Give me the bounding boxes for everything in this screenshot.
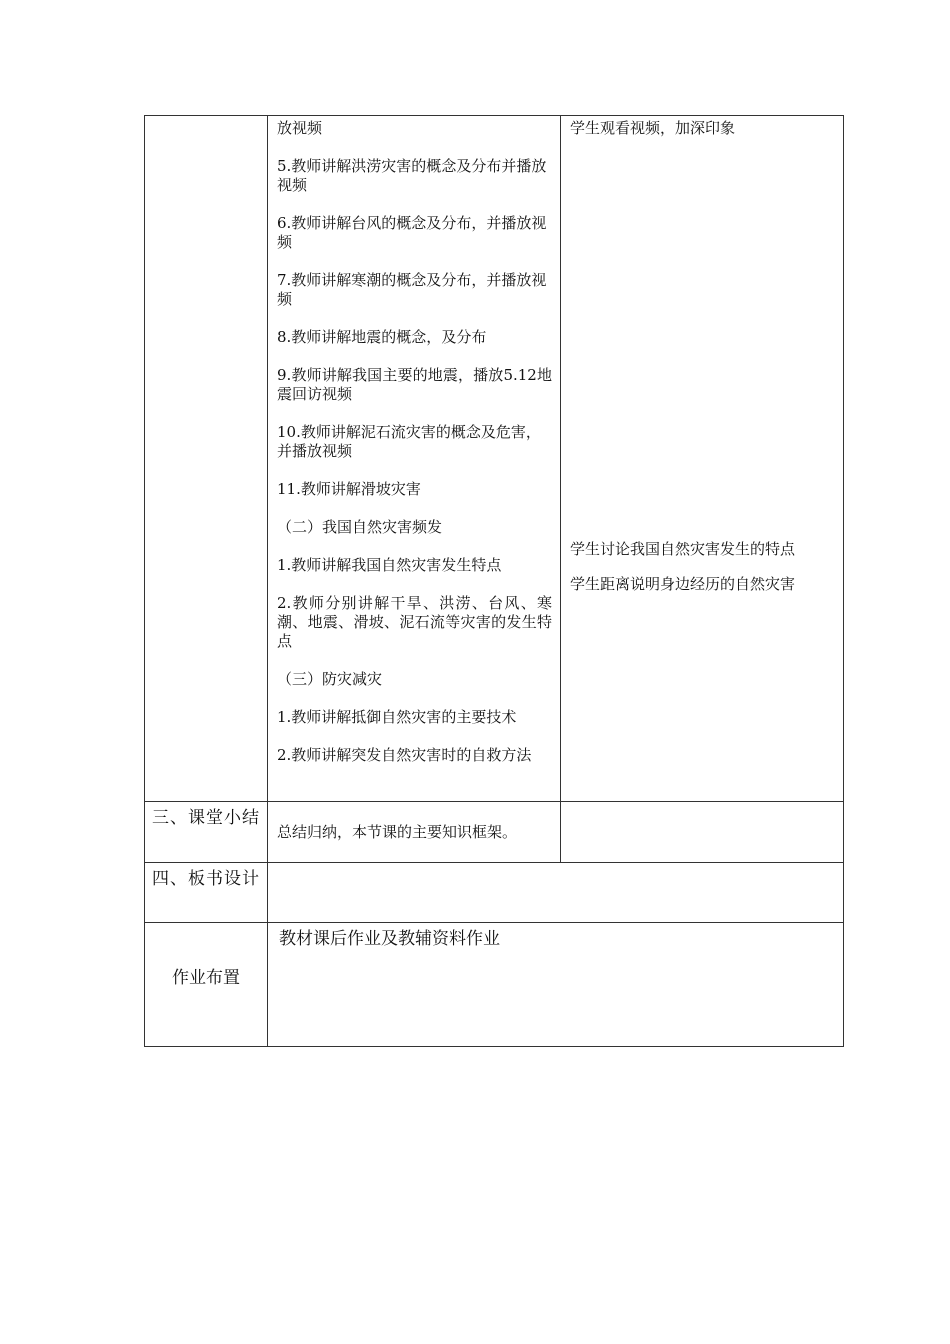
homework-row [145,923,844,1047]
stage-label: 四、板书设计 [152,869,260,889]
teacher-step: 1.教师讲解我国自然灾害发生特点 [277,556,502,574]
stage-label: 三、课堂小结 [152,808,260,828]
teacher-step: 2.教师分别讲解干旱、洪涝、台风、寒潮、地震、滑坡、泥石流等灾害的发生特点 [277,594,552,650]
summary-student-cell [561,802,844,863]
homework-text: 教材课后作业及教辅资料作业 [279,929,500,949]
teacher-step: 2.教师讲解突发自然灾害时的自救方法 [277,746,532,764]
stage-label-cell [145,802,268,863]
teacher-step: 10.教师讲解泥石流灾害的概念及危害，并播放视频 [277,423,541,460]
stage-cell-empty [145,116,268,802]
teacher-step: 1.教师讲解抵御自然灾害的主要技术 [277,708,517,726]
student-activity-cell [561,116,844,802]
stage-label-cell [145,863,268,923]
student-activity: 学生观看视频，加深印象 [570,119,736,137]
summary-row [145,802,844,863]
teacher-step: 8.教师讲解地震的概念，及分布 [277,328,487,346]
teacher-step: 9.教师讲解我国主要的地震，播放5.12地震回访视频 [277,366,552,403]
section-heading: （三）防灾减灾 [277,670,383,688]
teacher-activity-cell [268,116,561,802]
teacher-step: 6.教师讲解台风的概念及分布，并播放视频 [277,214,547,251]
teacher-step: 5.教师讲解洪涝灾害的概念及分布并播放视频 [277,157,547,194]
teacher-step: 11.教师讲解滑坡灾害 [277,480,421,498]
homework-label-cell [145,923,268,1047]
teacher-step: 7.教师讲解寒潮的概念及分布，并播放视频 [277,271,547,308]
lesson-plan-table [144,115,844,1047]
section-heading: （二）我国自然灾害频发 [277,518,443,536]
board-design-row [145,863,844,923]
summary-text: 总结归纳，本节课的主要知识框架。 [277,823,518,841]
teacher-step: 放视频 [277,119,323,137]
teaching-process-row [145,116,844,802]
summary-content-cell [268,802,561,863]
student-activity: 学生距离说明身边经历的自然灾害 [570,575,796,593]
student-activity: 学生讨论我国自然灾害发生的特点 [570,540,796,558]
homework-content-cell [268,923,844,1047]
board-design-content-cell [268,863,844,923]
homework-label: 作业布置 [172,968,240,988]
